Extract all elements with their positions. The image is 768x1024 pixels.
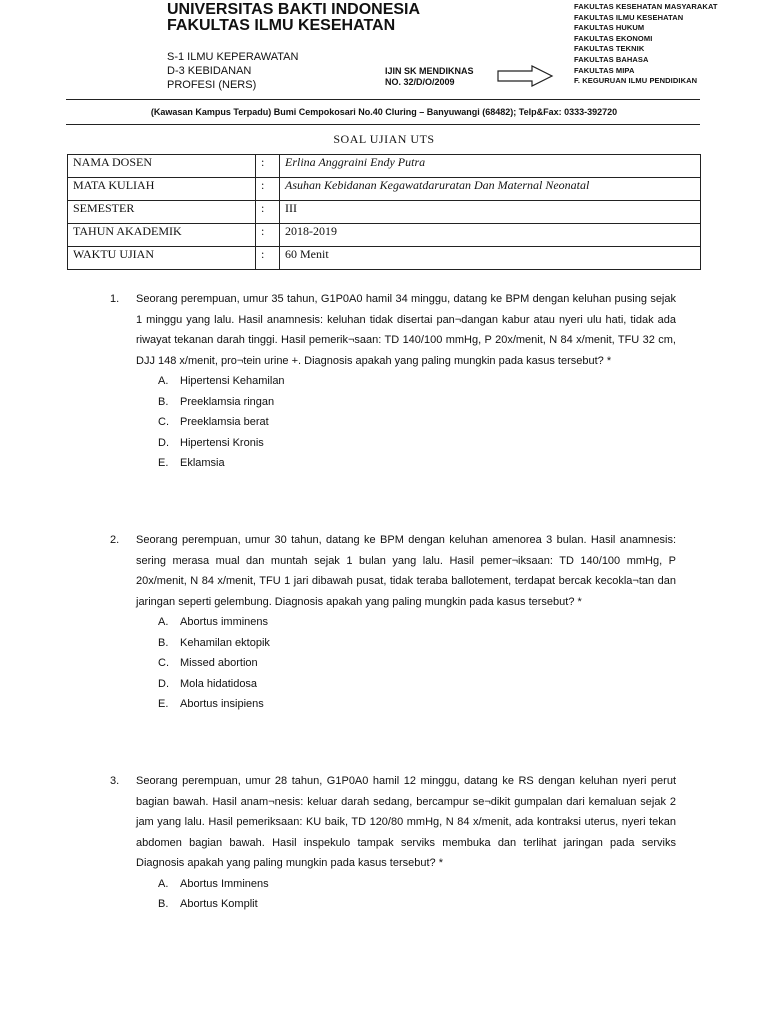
arrow-right-icon xyxy=(496,64,556,88)
option-list xyxy=(158,371,676,474)
answer-option xyxy=(158,694,676,715)
option-letter: A. xyxy=(158,616,169,628)
info-value: III xyxy=(280,201,701,224)
info-label: MATA KULIAH xyxy=(68,178,256,201)
question-number: 2. xyxy=(110,534,120,546)
answer-option xyxy=(158,874,676,895)
answer-option xyxy=(158,612,676,633)
faculty-list-item: FAKULTAS EKONOMI xyxy=(574,33,653,43)
question-number: 3. xyxy=(110,775,120,787)
faculty-list-item: FAKULTAS TEKNIK xyxy=(574,44,645,54)
option-letter: B. xyxy=(158,898,169,910)
info-value: 2018-2019 xyxy=(280,224,701,247)
info-separator: : xyxy=(256,178,280,201)
answer-option xyxy=(158,653,676,674)
info-separator: : xyxy=(256,224,280,247)
program-item: D-3 KEBIDANAN xyxy=(167,65,252,77)
option-text: Hipertensi Kehamilan xyxy=(180,375,285,387)
info-label: WAKTU UJIAN xyxy=(68,247,256,270)
question xyxy=(110,530,676,715)
option-list xyxy=(158,874,676,915)
question-text: Seorang perempuan, umur 35 tahun, G1P0A0 hamil 34 minggu, datang ke BPM dengan keluhan pusing sejak 1 minggu yang lalu. Hasil anamnesis: keluhan tidak disertai pan¬dangan kabur atau nyeri ulu hati, tidak ada riwayat tekanan darah tinggi. Hasil pemerik¬saan: TD 140/100 mmHg, P 20x/menit, N 84 x/menit, TFU 32 cm, DJJ 148 x/menit, pro¬tein urine +. Diagnosis apakah yang paling mungkin pada kasus tersebut? * xyxy=(136,293,676,367)
address-line: (Kawasan Kampus Terpadu) Bumi Cempokosari No.40 Cluring – Banyuwangi (68482); Telp&Fax: 0333-392720 xyxy=(150,107,618,117)
info-label: NAMA DOSEN xyxy=(68,155,256,178)
option-letter: A. xyxy=(158,375,169,387)
option-letter: D. xyxy=(158,677,169,690)
info-value: Erlina Anggraini Endy Putra xyxy=(280,155,701,178)
option-letter: C. xyxy=(158,416,169,428)
address-divider xyxy=(66,124,700,125)
option-letter: E. xyxy=(158,457,169,469)
info-row xyxy=(68,178,701,201)
answer-option xyxy=(158,412,676,433)
question-number: 1. xyxy=(110,293,120,305)
option-letter: A. xyxy=(158,877,169,890)
question-text: Seorang perempuan, umur 30 tahun, datang ke BPM dengan keluhan amenorea 3 bulan. Hasil anamnesis: sering merasa mual dan muntah sejak 1 bulan yang lalu. Hasil pemer¬iksaan: TD 140/100 mmHg, P 20x/menit, N 84 x/menit, TFU 1 jari dibawah pusat, tidak teraba ballotement, terdapat bercak kecokla¬tan dan jaringan seperti gelembung. Diagnosis apakah yang paling mungkin pada kasus tersebut? * xyxy=(136,534,676,608)
info-label: TAHUN AKADEMIK xyxy=(68,224,256,247)
option-text: Mola hidatidosa xyxy=(180,677,258,690)
faculty-list-item: FAKULTAS KESEHATAN MASYARAKAT xyxy=(574,2,718,11)
info-value: 60 Menit xyxy=(280,247,701,270)
option-text: Preeklamsia berat xyxy=(180,416,269,428)
option-letter: C. xyxy=(158,657,169,669)
option-text: Abortus insipiens xyxy=(180,698,264,710)
faculty-name: FAKULTAS ILMU KESEHATAN xyxy=(167,17,396,34)
question-text: Seorang perempuan, umur 28 tahun, G1P0A0 hamil 12 minggu, datang ke RS dengan keluhan nyeri perut bagian bawah. Hasil anam¬nesis: keluar darah sedang, bercampur se¬dikit gumpalan dari kemaluan sejak 2 jam yang lalu. Hasil pemeriksaan: KU baik, TD 120/80 mmHg, N 84 x/menit, ada kontraksi uterus, nyeri tekan abdomen bagian bawah. Hasil inspekulo tampak serviks membuka dan terlihat jaringan pada serviks Diagnosis apakah yang paling mungkin pada kasus tersebut? * xyxy=(136,775,676,869)
info-row xyxy=(68,201,701,224)
answer-option xyxy=(158,453,676,474)
answer-option xyxy=(158,371,676,392)
option-text: Eklamsia xyxy=(180,457,225,469)
option-text: Kehamilan ektopik xyxy=(180,636,270,649)
answer-option xyxy=(158,392,676,413)
question xyxy=(110,771,676,915)
option-list xyxy=(158,612,676,715)
program-item: S-1 ILMU KEPERAWATAN xyxy=(167,51,299,63)
info-separator: : xyxy=(256,155,280,178)
exam-info-table xyxy=(67,154,701,270)
program-item: PROFESI (NERS) xyxy=(167,79,257,91)
faculty-list-item: FAKULTAS MIPA xyxy=(574,65,635,75)
info-separator: : xyxy=(256,201,280,224)
option-text: Preeklamsia ringan xyxy=(180,395,275,408)
option-text: Hipertensi Kronis xyxy=(180,436,264,449)
info-row xyxy=(68,155,701,178)
faculty-list xyxy=(574,2,718,87)
permit-info xyxy=(385,66,474,88)
answer-option xyxy=(158,894,676,915)
answer-option xyxy=(158,433,676,454)
answer-option xyxy=(158,674,676,695)
option-letter: B. xyxy=(158,636,169,649)
option-letter: D. xyxy=(158,436,169,449)
info-value: Asuhan Kebidanan Kegawatdaruratan Dan Maternal Neonatal xyxy=(280,178,701,201)
info-label: SEMESTER xyxy=(68,201,256,224)
faculty-list-item: FAKULTAS ILMU KESEHATAN xyxy=(574,12,684,22)
option-letter: B. xyxy=(158,395,169,408)
info-separator: : xyxy=(256,247,280,270)
permit-number: NO. 32/D/O/2009 xyxy=(385,77,455,87)
university-name: UNIVERSITAS BAKTI INDONESIA xyxy=(167,1,421,18)
header-divider xyxy=(66,99,700,100)
document-title: SOAL UJIAN UTS xyxy=(333,132,435,146)
faculty-list-item: FAKULTAS BAHASA xyxy=(574,54,649,64)
option-text: Abortus Imminens xyxy=(180,877,269,890)
option-text: Abortus Komplit xyxy=(180,898,258,910)
option-letter: E. xyxy=(158,698,169,710)
info-row xyxy=(68,247,701,270)
answer-option xyxy=(158,633,676,654)
option-text: Missed abortion xyxy=(180,657,258,669)
question xyxy=(110,289,676,474)
option-text: Abortus imminens xyxy=(180,616,269,628)
faculty-list-item: F. KEGURUAN ILMU PENDIDIKAN xyxy=(574,76,698,86)
info-row xyxy=(68,224,701,247)
faculty-list-item: FAKULTAS HUKUM xyxy=(574,23,645,33)
permit-line: IJIN SK MENDIKNAS xyxy=(385,66,474,76)
